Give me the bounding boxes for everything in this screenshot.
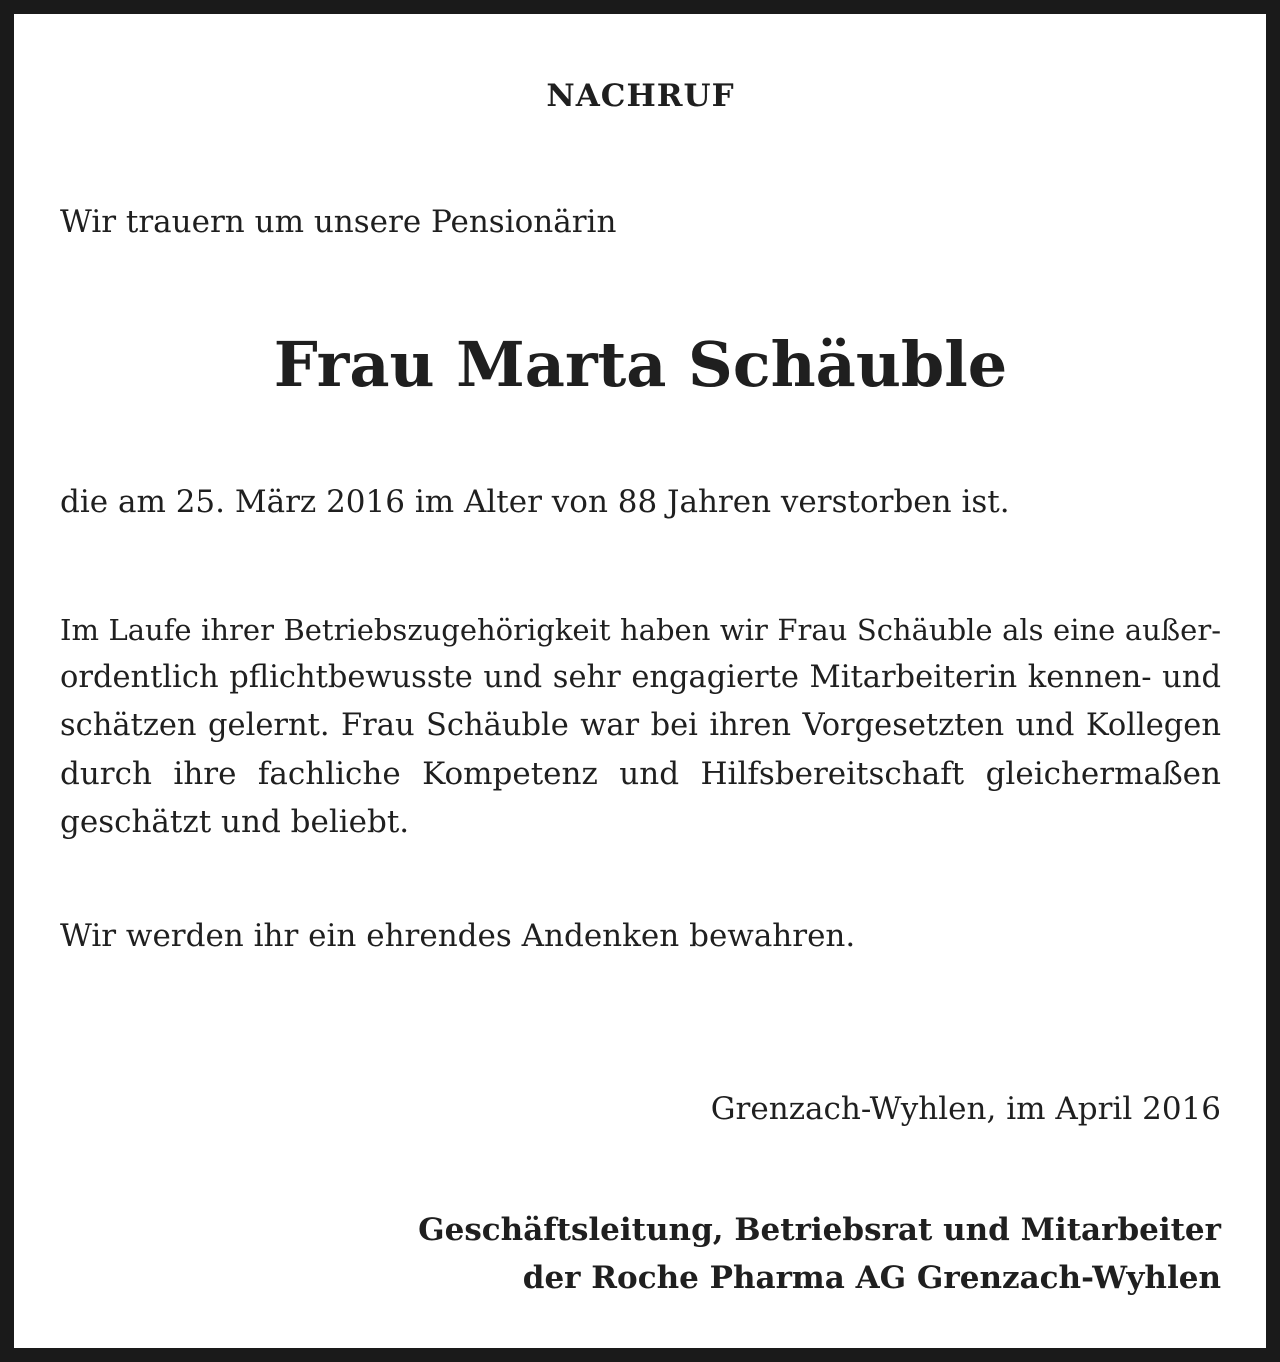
paragraph-line: schätzen gelernt. Frau Schäuble war bei ihren Vorgesetzten und Kollegen (60, 708, 1221, 743)
memory-line: Wir werden ihr ein ehrendes Andenken bewahren. (60, 918, 856, 954)
intro-line: Wir trauern um unsere Pensionärin (60, 204, 617, 240)
paragraph-line: ordentlich pflichtbewusste und sehr engagierte Mitarbeiterin kennen- und (60, 660, 1221, 695)
deceased-name: Frau Marta Schäuble (273, 328, 1008, 401)
paragraph-line: geschätzt und beliebt. (60, 804, 410, 840)
death-date-line: die am 25. März 2016 im Alter von 88 Jahren verstorben ist. (60, 484, 1010, 520)
obituary-notice (60, 0, 1221, 1362)
notice-heading: NACHRUF (546, 78, 735, 114)
signature-block (418, 1206, 1221, 1302)
paragraph-line: durch ihre fachliche Kompetenz und Hilfsbereitschaft gleichermaßen (60, 756, 1221, 792)
place-date: Grenzach-Wyhlen, im April 2016 (710, 1091, 1221, 1127)
paragraph-line: Im Laufe ihrer Betriebszugehörigkeit haben wir Frau Schäuble als eine außer- (60, 613, 1221, 647)
tribute-paragraph (60, 606, 1221, 846)
signature-line: Geschäftsleitung, Betriebsrat und Mitarbeiter (418, 1212, 1221, 1248)
signature-line: der Roche Pharma AG Grenzach-Wyhlen (522, 1260, 1221, 1296)
